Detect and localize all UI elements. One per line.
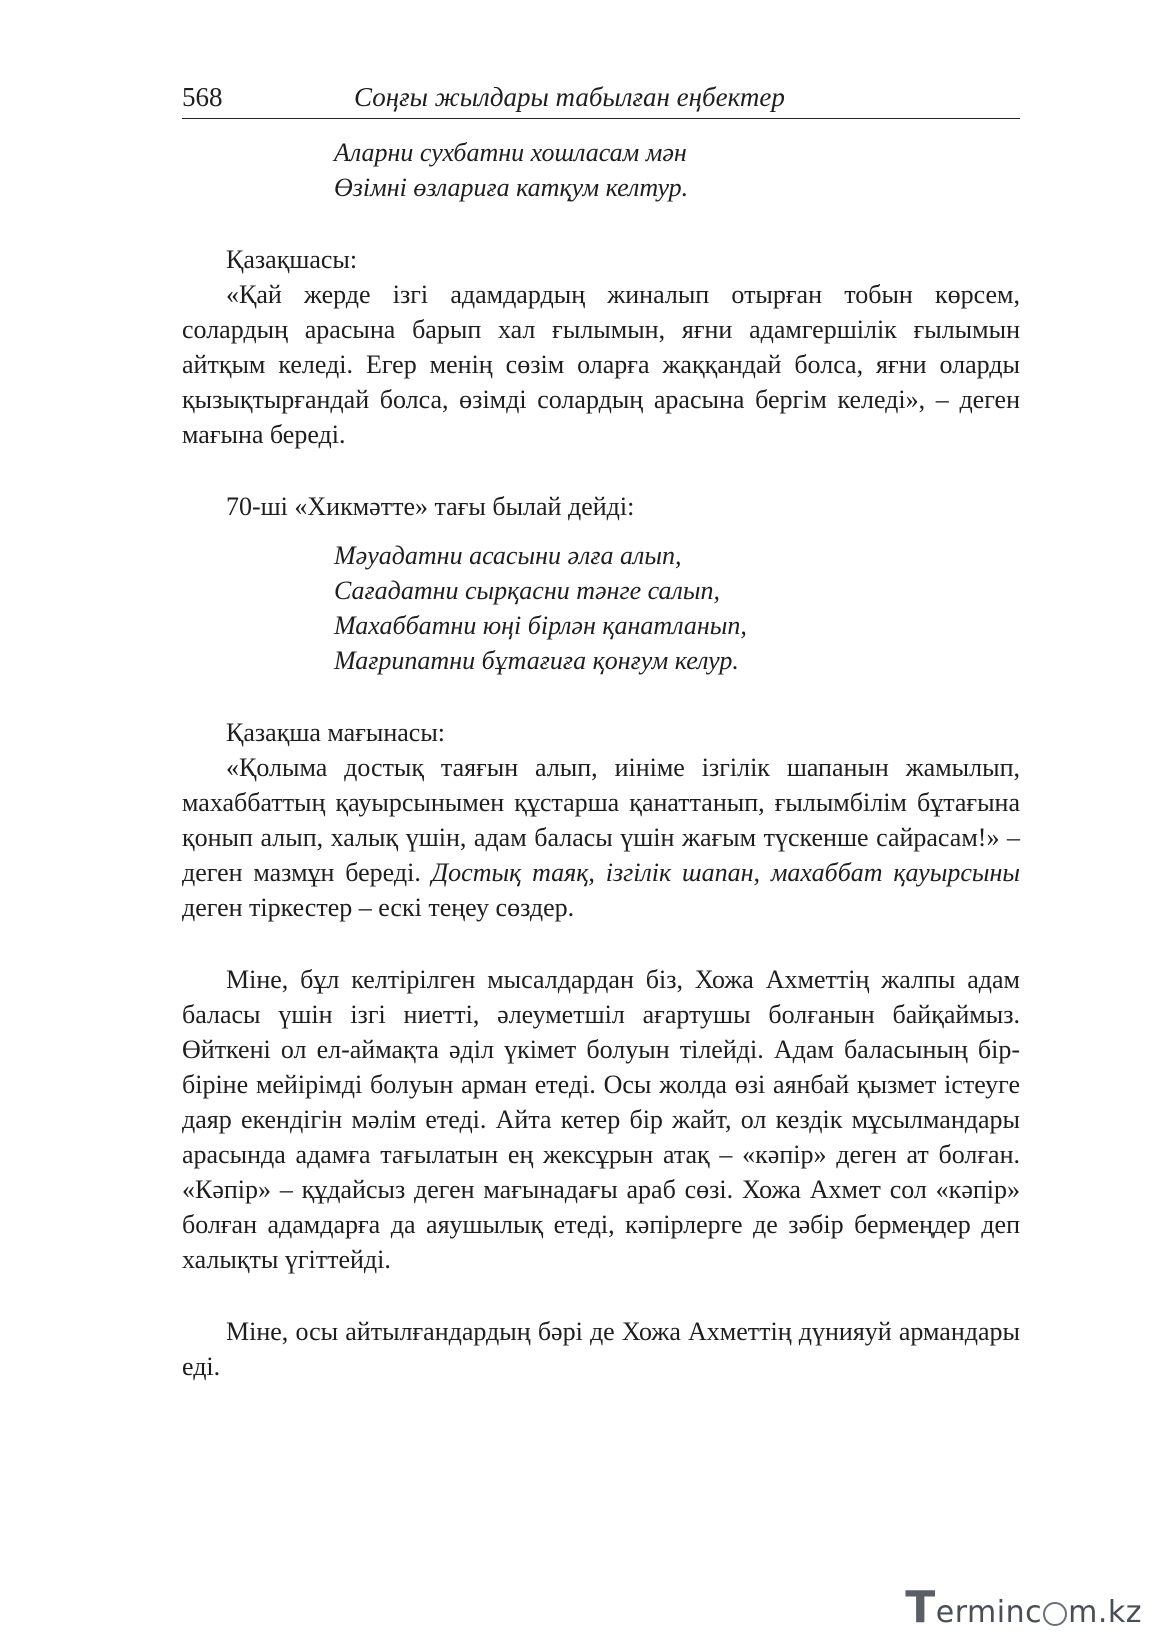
verse-block-2 xyxy=(334,538,1020,678)
translation-label: Қазақшасы: xyxy=(226,245,358,274)
closing-paragraph: Міне, осы айтылғандардың бәрі де Хожа Ахметтің дүнияуй армандары еді. xyxy=(182,1317,1020,1381)
watermark-letter-t: T xyxy=(905,1582,936,1633)
running-header xyxy=(182,80,1020,119)
verse-line: Мағрипатни бұтағиға қонғум келур. xyxy=(334,646,739,675)
page-number: 568 xyxy=(182,82,223,112)
running-title: Соңғы жылдары табылған еңбектер xyxy=(354,82,785,112)
watermark-circle-icon xyxy=(1043,1602,1067,1626)
meaning-text-italic: Достық таяқ, ізгілік шапан, махаббат қауырсыны xyxy=(431,858,1020,887)
verse-line: Махаббатни юңі бірлән қанатланып, xyxy=(334,611,747,640)
verse-line: Мәуадатни асасыни әлға алып, xyxy=(334,541,682,570)
meaning-text-a: «Қолыма достық таяғын алып, иініме ізгілік шапанын жамылып, махаббаттың қауырсынымен құстарша қанаттанып, ғылымбілім бұтағына қонып алып, халық үшін, адам баласы үшін жағым түскенше сайрасам!» – деген мазмұн береді. xyxy=(182,753,1020,887)
termincom-watermark-logo xyxy=(905,1582,1142,1633)
translation-paragraph: «Қай жерде ізгі адамдардың жиналып отырған тобын көрсем, солардың арасына барып хал ғылымын, яғни адамгершілік ғылымын айтқым келеді. Егер менің сөзім оларға жаққандай болса, яғни оларды қызықтырғандай болса, өзімді солардың арасына бергім келеді», – деген мағына береді. xyxy=(182,280,1020,449)
watermark-text-part1: erminc xyxy=(935,1595,1043,1630)
meaning-label: Қазақша мағынасы: xyxy=(226,718,446,747)
hikmet-intro: 70-ші «Хикмәтте» тағы былай дейді: xyxy=(226,492,635,521)
body-paragraph: Міне, бұл келтірілген мысалдардан біз, Хожа Ахметтің жалпы адам баласы үшін ізгі ниетті, әлеуметшіл ағартушы болғанын байқаймыз. Өйткені ол ел-аймақта әділ үкімет болуын тілейді. Адам баласының бір-біріне мейірімді болуын арман етеді. Осы жолда өзі аянбай қызмет істеуге даяр екендігін мәлім етеді. Айта кетер бір жайт, ол кездік мұсылмандары арасында адамға тағылатын ең жексұрын атақ – «кәпір» деген ат болған. «Кәпір» – құдайсыз деген мағынадағы араб сөзі. Хожа Ахмет сол «кәпір» болған адамдарға да аяушылық етеді, кәпірлерге де зәбір бермеңдер деп халықты үгіттейді. xyxy=(182,965,1020,1274)
verse-line: Өзімні өзлариға катқум келтур. xyxy=(334,173,689,202)
watermark-text-part2: m.kz xyxy=(1068,1595,1142,1630)
meaning-paragraph xyxy=(182,750,1020,925)
page-body xyxy=(182,80,1020,1384)
verse-line: Сағадатни сырқасни тәнге салып, xyxy=(334,576,720,605)
verse-line: Аларни сухбатни хошласам мән xyxy=(334,138,687,167)
meaning-text-b: деген тіркестер – ескі теңеу сөздер. xyxy=(182,893,575,922)
verse-block-1 xyxy=(334,135,1020,205)
